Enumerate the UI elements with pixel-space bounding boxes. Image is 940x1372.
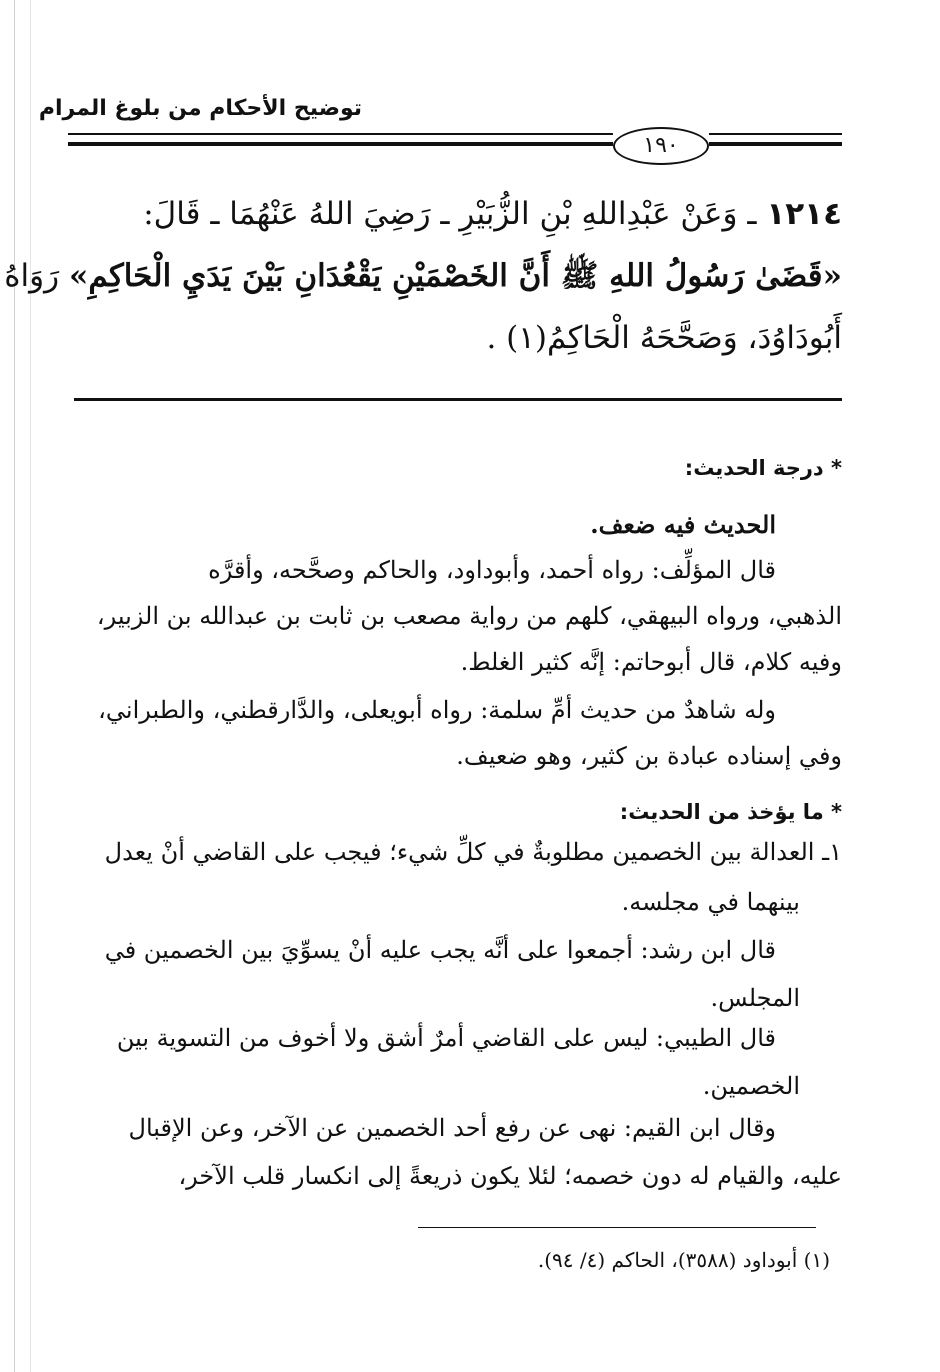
degree-line-6: وفي إسناده عبادة بن كثير، وهو ضعيف. — [456, 742, 842, 770]
page-number: ١٩٠ — [613, 127, 709, 165]
footnote-1: (١) أبوداود (٣٥٨٨)، الحاكم (٤/ ٩٤). — [537, 1248, 830, 1272]
header-rule-lower-left — [68, 142, 613, 146]
benefits-line-8: عليه، والقيام له دون خصمه؛ لئلا يكون ذريعةً إلى انكسار قلب الآخر، — [178, 1162, 842, 1190]
degree-line-3: الذهبي، ورواه البيهقي، كلهم من رواية مصعب بن ثابت بن عبدالله بن الزبير، — [96, 602, 842, 630]
hadith-number: ١٢١٤ — [766, 196, 842, 232]
degree-line-4: وفيه كلام، قال أبوحاتم: إنَّه كثير الغلط. — [460, 648, 842, 676]
benefits-line-5: قال الطيبي: ليس على القاضي أمرٌ أشق ولا أخوف من التسوية بين — [116, 1024, 776, 1052]
degree-line-1: الحديث فيه ضعف. — [590, 510, 776, 539]
benefits-line-6: الخصمين. — [702, 1072, 800, 1100]
hadith-separator-rule — [74, 398, 842, 401]
footnote-separator — [418, 1227, 816, 1228]
book-title: توضيح الأحكام من بلوغ المرام — [38, 96, 362, 121]
page-binding-edge — [14, 0, 15, 1372]
hadith-quote: «قَضَىٰ رَسُولُ اللهِ ﷺ أَنَّ الخَصْمَيْنِ يَقْعُدَانِ بَيْنَ يَدَيِ الْحَاكِمِ» — [68, 258, 842, 294]
benefits-line-7: وقال ابن القيم: نهى عن رفع أحد الخصمين عن الآخر، وعن الإقبال — [128, 1114, 776, 1142]
benefits-line-3: قال ابن رشد: أجمعوا على أنَّه يجب عليه أنْ يسوِّيَ بين الخصمين في — [104, 936, 776, 964]
hadith-line-1 — [143, 196, 842, 232]
header-rule-upper-left — [68, 133, 613, 135]
benefits-heading: * ما يؤخذ من الحديث: — [619, 800, 842, 824]
benefits-line-2: بينهما في مجلسه. — [621, 888, 800, 916]
degree-line-5: وله شاهدٌ من حديث أمِّ سلمة: رواه أبويعلى، والدَّارقطني، والطبراني، — [98, 696, 776, 724]
degree-heading: * درجة الحديث: — [684, 456, 842, 480]
header-rule-lower-right — [709, 142, 842, 146]
hadith-line-2 — [4, 257, 842, 302]
hadith-line-1-text: ـ وَعَنْ عَبْدِاللهِ بْنِ الزُّبَيْرِ ـ رَضِيَ اللهُ عَنْهُمَا ـ قَالَ: — [143, 196, 757, 232]
header-rule-upper-right — [709, 133, 842, 135]
benefits-line-1: ١ـ العدالة بين الخصمين مطلوبةٌ في كلِّ شيء؛ فيجب على القاضي أنْ يعدل — [104, 838, 842, 866]
hadith-line-2-tail: رَوَاهُ — [4, 258, 60, 294]
hadith-line-3: أَبُودَاوُدَ، وَصَحَّحَهُ الْحَاكِمُ(١) . — [486, 320, 842, 356]
degree-line-2: قال المؤلِّف: رواه أحمد، وأبوداود، والحاكم وصحَّحه، وأقرَّه — [208, 556, 776, 584]
benefits-line-4: المجلس. — [710, 984, 800, 1012]
page-binding-edge-inner — [30, 0, 31, 1372]
